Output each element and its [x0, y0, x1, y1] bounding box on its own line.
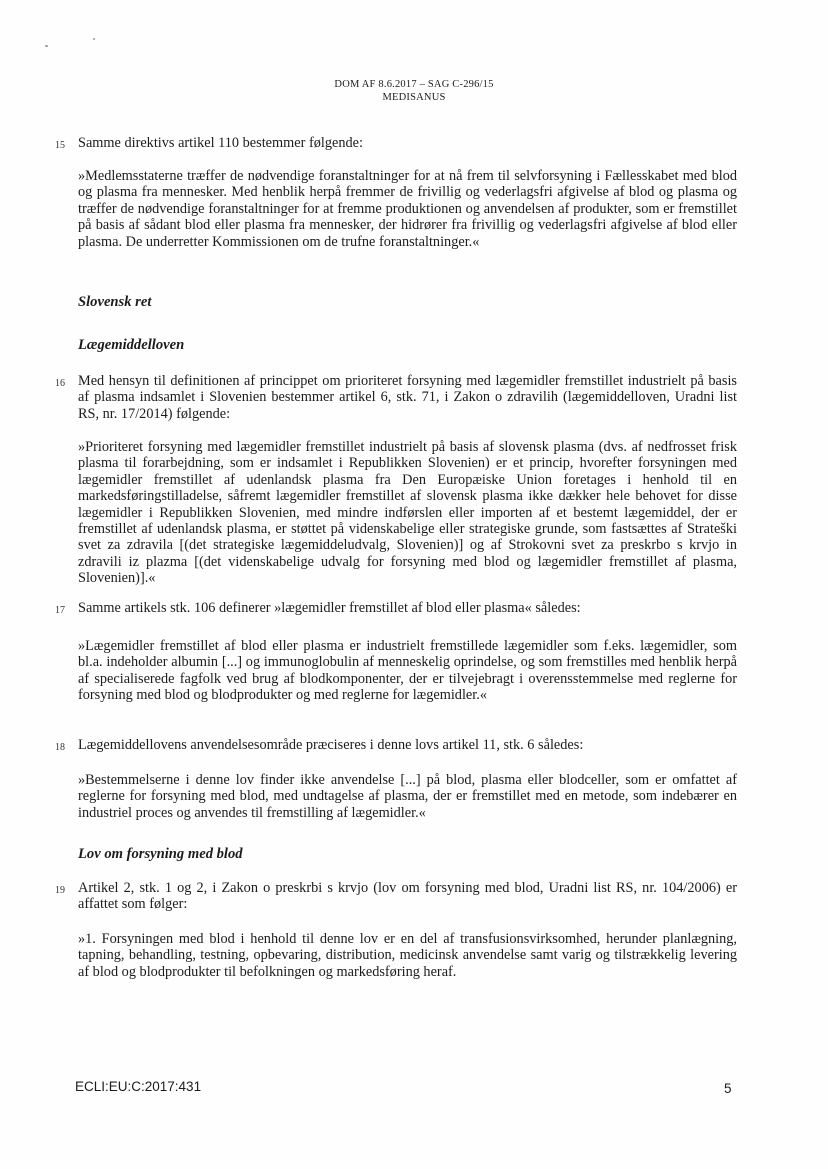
paragraph-text: Samme artikels stk. 106 definerer »lægemidler fremstillet af blod eller plasma« således: [78, 600, 581, 616]
scan-speck [45, 45, 48, 47]
paragraph-text: Med hensyn til definitionen af princippet om prioriteret forsyning med lægemidler fremstillet industrielt på basis af plasma indsamlet i Slovenien bestemmer artikel 6, stk. 71, i Zakon o zdravilih (lægemiddelloven, Uradni list RS, nr. 17/2014) følgende: [78, 373, 737, 422]
paragraph-text: Artikel 2, stk. 1 og 2, i Zakon o preskrbi s krvjo (lov om forsyning med blod, Uradni list RS, nr. 104/2006) er affattet som følger: [78, 880, 737, 913]
quotation-text: »Medlemsstaterne træffer de nødvendige foranstaltninger for at nå frem til selvforsyning i Fællesskabet med blod og plasma fra mennesker. Med henblik herpå fremmer de frivillig og vederlagsfri afgivelse af blod og plasma og træffer de nødvendige foranstaltninger for at fremme produktionen og anvendelsen af produkter, som er fremstillet på basis af sådant blod eller plasma fra mennesker, der hidrører fra frivillig og vederlagsfri afgivelse af blod eller plasma. De underretter Kommissionen om de trufne foranstaltninger.« [78, 168, 737, 250]
subsection-heading: Lov om forsyning med blod [78, 846, 243, 862]
section-heading: Slovensk ret [78, 294, 152, 310]
paragraph-number: 16 [55, 378, 65, 389]
quotation-text: »1. Forsyningen med blod i henhold til denne lov er en del af transfusionsvirksomhed, herunder planlægning, tapning, behandling, testning, opbevaring, distribution, medicinsk anvendelse samt varig og tilstrækkelig levering af blod og blodprodukter til befolkningen og markedsføring heraf. [78, 931, 737, 980]
party-line: MEDISANUS [382, 92, 446, 103]
quotation-text: »Lægemidler fremstillet af blod eller plasma er industrielt fremstillede lægemidler som f.eks. lægemidler, som bl.a. indeholder albumin [...] og immunoglobulin af menneskelig oprindelse, og som fremstilles med henblik herpå af specialiserede fagfolk ved brug af blodkomponenter, der er tilvejebragt i overensstemmelse med reglerne for forsyning med blod og blodprodukter og med reglerne for lægemidler.« [78, 638, 737, 704]
page-header [0, 78, 828, 104]
paragraph-number: 15 [55, 140, 65, 151]
scan-speck [93, 38, 95, 40]
quotation-text: »Prioriteret forsyning med lægemidler fremstillet industrielt på basis af slovensk plasma (dvs. af nedfrosset frisk plasma til forarbejdning, som er indsamlet i Republikken Slovenien) er et princip, hvorefter forsyningen med lægemidler fremstillet af udenlandsk plasma fra Den Europæiske Union foretages i henhold til en markedsføringstilladelse, såfremt lægemidler fremstillet af slovensk plasma ikke dækker hele behovet for disse lægemidler i Republikken Slovenien, med mindre indførslen eller importen af et bestemt lægemiddel, der er fremstillet af udenlandsk plasma, er støttet på videnskabelige eller strategiske grunde, som fastsættes af Strateški svet za zdravila [(det strategiske lægemiddeludvalg, Slovenien)] og af Strokovni svet za preskrbo s krvjo in zdravili iz plazma [(det videnskabelige udvalg for forsyning med blod og lægemidler fremstillet af plasma, Slovenien)].« [78, 439, 737, 587]
paragraph-text: Lægemiddellovens anvendelsesområde præciseres i denne lovs artikel 11, stk. 6 således: [78, 737, 584, 753]
case-line: DOM AF 8.6.2017 – SAG C-296/15 [334, 79, 494, 90]
page-number: 5 [724, 1081, 732, 1096]
paragraph-number: 19 [55, 885, 65, 896]
subsection-heading: Lægemiddelloven [78, 337, 185, 353]
paragraph-number: 18 [55, 742, 65, 753]
paragraph-text: Samme direktivs artikel 110 bestemmer følgende: [78, 135, 363, 151]
paragraph-number: 17 [55, 605, 65, 616]
quotation-text: »Bestemmelserne i denne lov finder ikke anvendelse [...] på blod, plasma eller blodceller, som er omfattet af reglerne for forsyning med blod, med undtagelse af plasma, der er fremstillet med en metode, som indebærer en industriel proces og anvendes til fremstilling af lægemidler.« [78, 772, 737, 821]
ecli-identifier: ECLI:EU:C:2017:431 [75, 1079, 202, 1094]
